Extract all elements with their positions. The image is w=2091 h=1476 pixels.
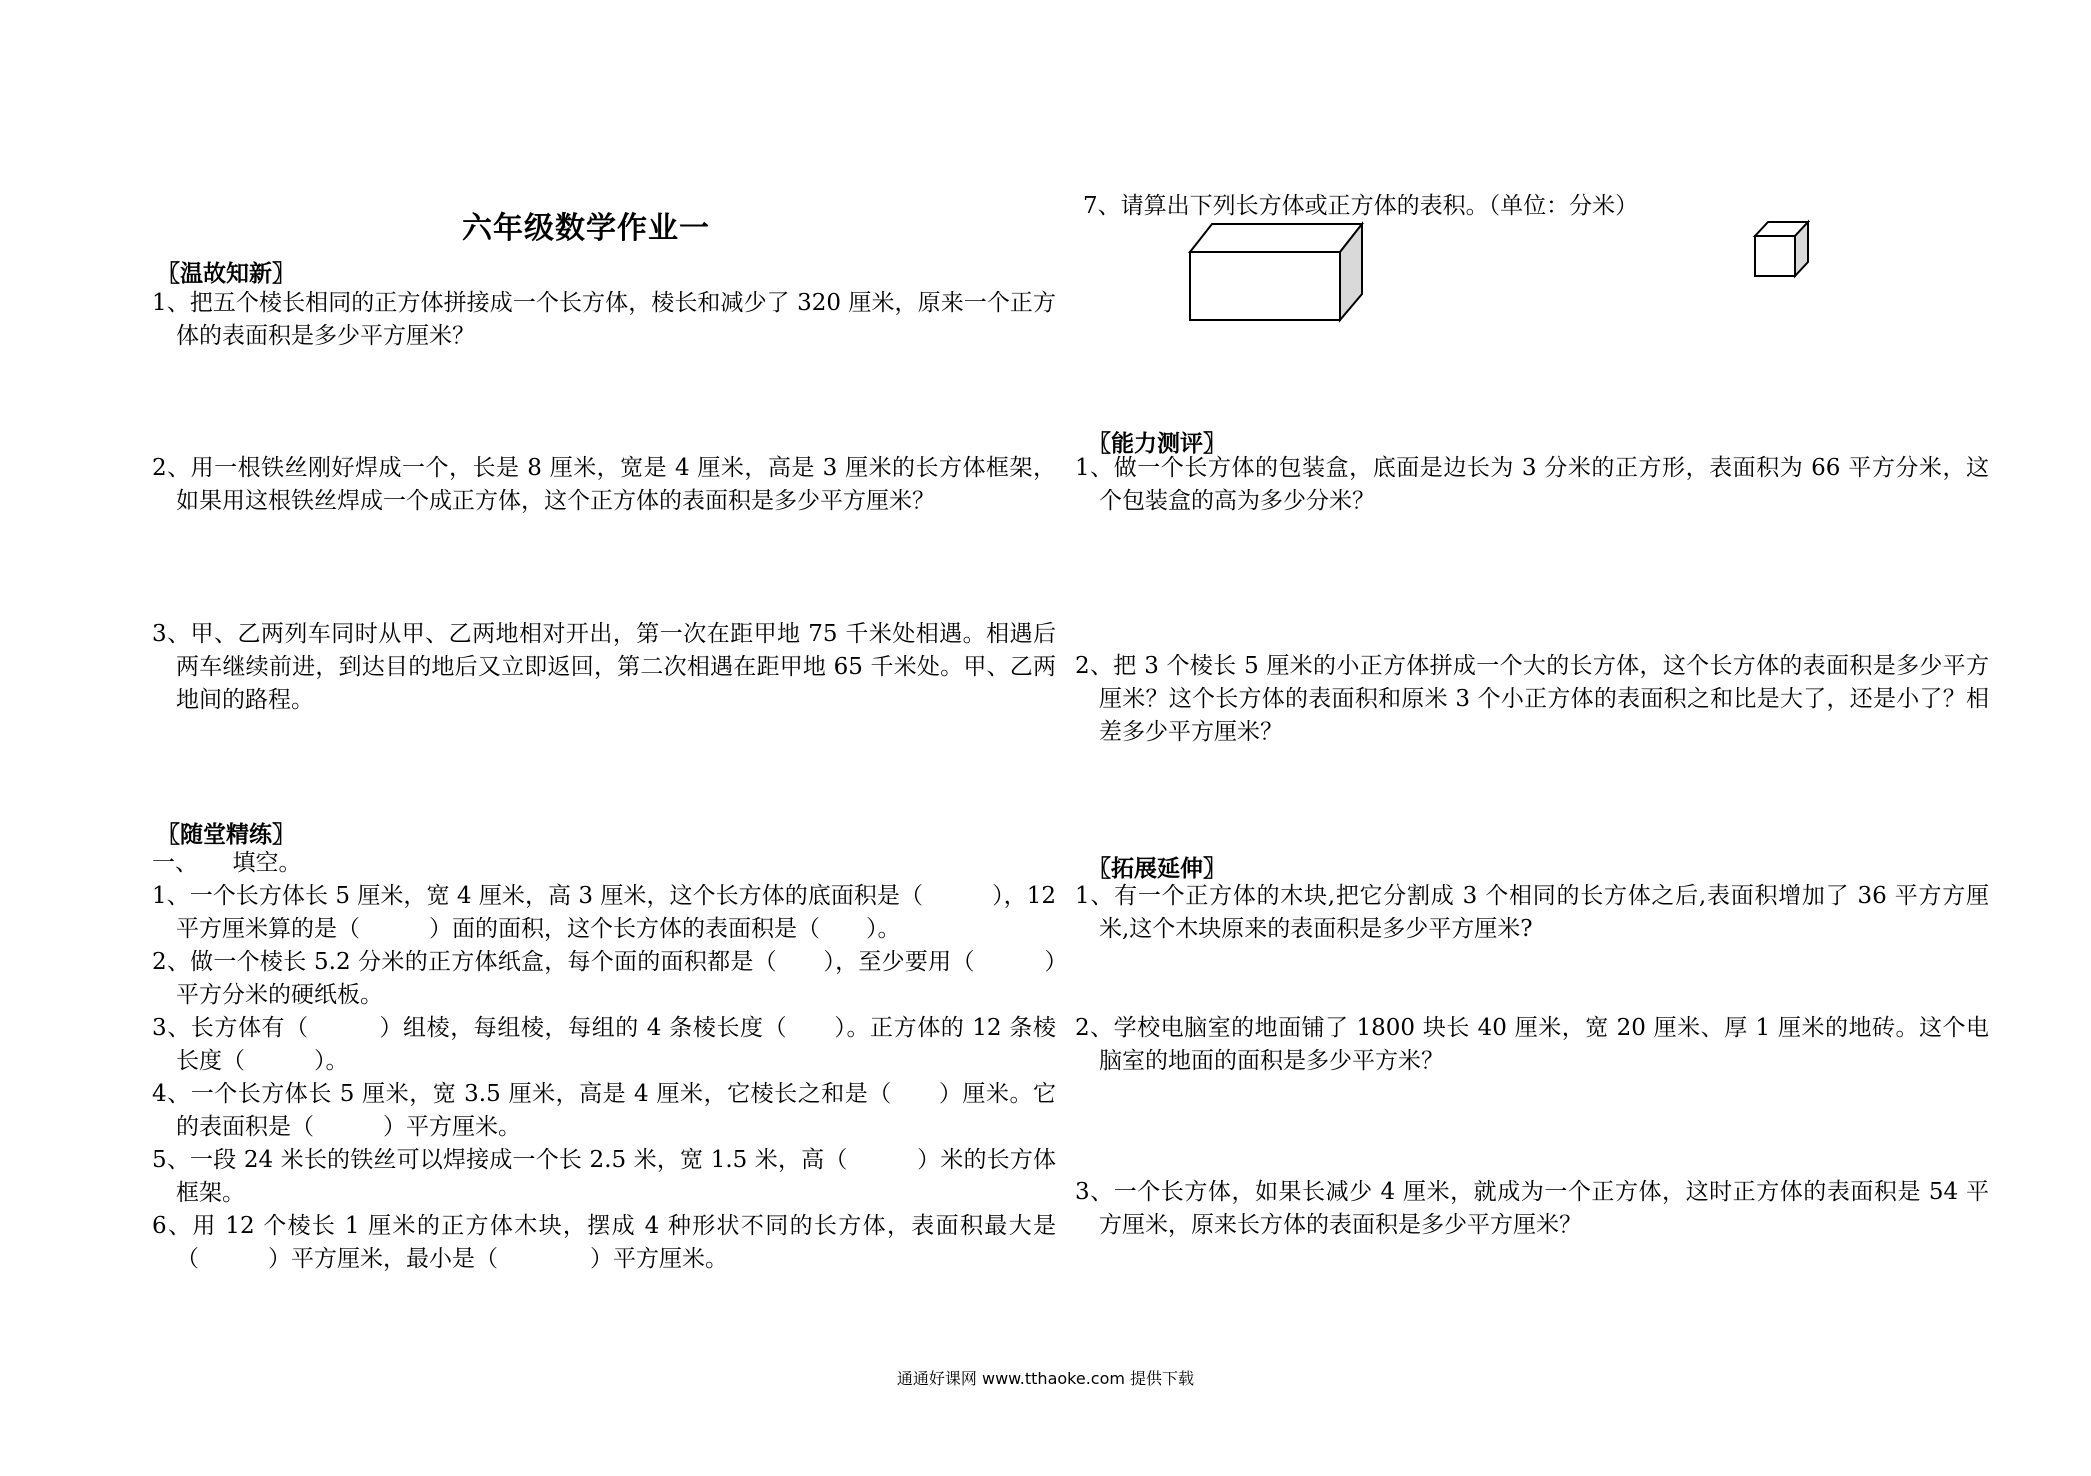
review-question-1: 1、把五个棱长相同的正方体拼接成一个长方体，棱长和减少了 320 厘米，原来一个正方体的表面积是多少平方厘米？: [152, 290, 1056, 349]
fill-question-4: 4、一个长方体长 5 厘米，宽 3.5 厘米，高是 4 厘米，它棱长之和是（ ）厘米。它的表面积是（ ）平方厘米。: [152, 1081, 1056, 1140]
section-ability-heading: 〖能力测评〗: [1088, 430, 1226, 457]
page-title: 六年级数学作业一: [462, 211, 710, 246]
fill-question-6: 6、用 12 个棱长 1 厘米的正方体木块，摆成 4 种形状不同的长方体，表面积最大是（ ）平方厘米，最小是（ ）平方厘米。: [152, 1213, 1056, 1272]
footer-source: 通通好课网 www.tthaoke.com 提供下载: [896, 1369, 1195, 1388]
section-practice-heading: 〖随堂精练〗: [157, 821, 295, 848]
extension-question-2: 2、学校电脑室的地面铺了 1800 块长 40 厘米，宽 20 厘米、厚 1 厘米的地砖。这个电脑室的地面的面积是多少平方米？: [1075, 1015, 1989, 1074]
extension-question-1: 1、有一个正方体的木块,把它分割成 3 个相同的长方体之后,表面积增加了 36 平方方厘米,这个木块原来的表面积是多少平方厘米?: [1075, 883, 1989, 942]
fill-question-1: 1、一个长方体长 5 厘米，宽 4 厘米，高 3 厘米，这个长方体的底面积是（ ），12 平方厘米算的是（ ）面的面积，这个长方体的表面积是（ ）。: [152, 883, 1056, 942]
question-7: 7、请算出下列长方体或正方体的表积。（单位：分米）: [1083, 193, 1639, 219]
section-review-heading: 〖温故知新〗: [157, 260, 295, 287]
extension-question-3: 3、一个长方体，如果长减少 4 厘米，就成为一个正方体，这时正方体的表面积是 54 平方厘米，原来长方体的表面积是多少平方厘米？: [1075, 1179, 1989, 1238]
ability-question-2: 2、把 3 个棱长 5 厘米的小正方体拼成一个大的长方体，这个长方体的表面积是多少平方厘米？这个长方体的表面积和原米 3 个小正方体的表面积之和比是大了，还是小了？相差多少平方厘米？: [1075, 653, 1989, 745]
section-extension-heading: 〖拓展延伸〗: [1088, 855, 1226, 882]
review-question-2: 2、用一根铁丝刚好焊成一个，长是 8 厘米，宽是 4 厘米，高是 3 厘米的长方体框架，如果用这根铁丝焊成一个成正方体，这个正方体的表面积是多少平方厘米？: [152, 455, 1056, 514]
cube-figure: [1755, 222, 1808, 276]
fill-question-3: 3、长方体有（ ）组棱，每组棱，每组的 4 条棱长度（ ）。正方体的 12 条棱长度（ ）。: [152, 1015, 1056, 1074]
solid-figures: [1170, 214, 1830, 324]
fill-heading: 一、 填空。: [152, 850, 302, 876]
review-question-3: 3、甲、乙两列车同时从甲、乙两地相对开出，第一次在距甲地 75 千米处相遇。相遇后两车继续前进，到达目的地后又立即返回，第二次相遇在距甲地 65 千米处。甲、乙两地间的路程。: [152, 621, 1056, 713]
fill-question-2: 2、做一个棱长 5.2 分米的正方体纸盒，每个面的面积都是（ ），至少要用（ ）平方分米的硬纸板。: [152, 949, 1056, 1008]
cuboid-figure: [1190, 224, 1362, 320]
ability-question-1: 1、做一个长方体的包装盒，底面是边长为 3 分米的正方形，表面积为 66 平方分米，这个包装盒的高为多少分米？: [1075, 455, 1989, 514]
fill-question-5: 5、一段 24 米长的铁丝可以焊接成一个长 2.5 米，宽 1.5 米，高（ ）米的长方体框架。: [152, 1147, 1056, 1206]
